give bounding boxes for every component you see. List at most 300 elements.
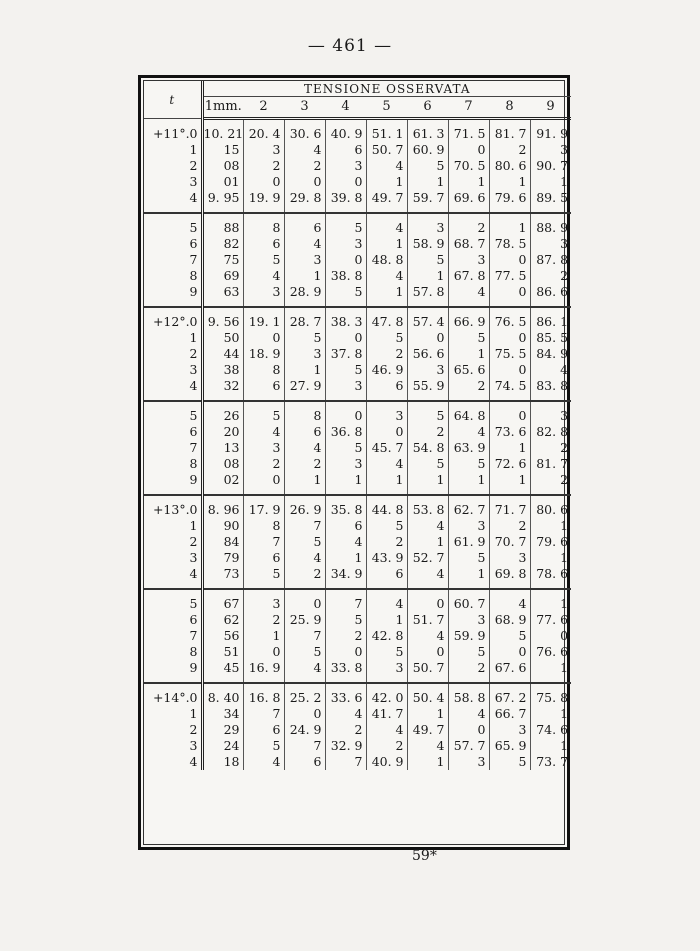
value-cell: 74. 6 <box>536 722 569 737</box>
temperature-cell: 3 <box>144 738 202 754</box>
value-cell: 1 <box>560 596 569 611</box>
value-cell: 75 <box>202 252 243 268</box>
value-cell: 67. 6 <box>489 660 530 683</box>
temperature-cell: 1 <box>144 330 202 346</box>
value-cell: 83. 8 <box>530 378 571 401</box>
temperature-cell: 7 <box>144 252 202 268</box>
value-cell: 88. 9 <box>536 220 569 235</box>
table-row <box>144 174 571 190</box>
value-cell: 1 <box>366 472 407 495</box>
value-cell: 4 <box>243 424 284 440</box>
value-cell: 28. 7 <box>284 307 325 330</box>
value-cell: 7 <box>325 754 366 770</box>
temperature-cell: 4 <box>144 566 202 589</box>
value-cell: 6 <box>366 378 407 401</box>
value-cell: 26. 9 <box>284 495 325 518</box>
value-cell: 18 <box>202 754 243 770</box>
value-cell: 4 <box>366 589 407 612</box>
table-row <box>144 142 571 158</box>
value-cell: 8. 96 <box>202 495 243 518</box>
value-cell: 5 <box>407 401 448 424</box>
value-cell: 4 <box>366 456 407 472</box>
value-cell: 6 <box>325 142 366 158</box>
value-cell: 1 <box>284 362 325 378</box>
value-cell: 3 <box>284 252 325 268</box>
value-cell: 0 <box>448 142 489 158</box>
value-cell: 1 <box>448 566 489 589</box>
value-cell: 45 <box>202 660 243 683</box>
value-cell: 51 <box>202 644 243 660</box>
value-cell: 2 <box>489 142 530 158</box>
temperature-cell: 9 <box>144 660 202 683</box>
value-cell: 49. 7 <box>366 190 407 213</box>
value-cell: 0 <box>284 706 325 722</box>
value-cell: 4 <box>284 142 325 158</box>
value-cell: 63. 9 <box>448 440 489 456</box>
table-row <box>144 589 571 612</box>
table-row <box>144 683 571 706</box>
temperature-cell: 3 <box>144 174 202 190</box>
value-cell: 90. 7 <box>536 158 569 173</box>
value-cell: 85. 5 <box>536 330 569 345</box>
table-row <box>144 566 571 589</box>
value-cell: 72. 6 <box>489 456 530 472</box>
value-cell: 4 <box>284 660 325 683</box>
value-cell: 3 <box>448 518 489 534</box>
value-cell: 1 <box>489 472 530 495</box>
value-cell: 5 <box>407 158 448 174</box>
value-cell: 71. 5 <box>448 119 489 143</box>
value-cell: 50. 4 <box>407 683 448 706</box>
value-cell: 50 <box>202 330 243 346</box>
value-cell: 3 <box>243 589 284 612</box>
value-cell: 0 <box>489 330 530 346</box>
value-cell: 4 <box>366 158 407 174</box>
value-cell: 18. 9 <box>243 346 284 362</box>
value-cell: 44 <box>202 346 243 362</box>
value-cell: 34. 9 <box>325 566 366 589</box>
temperature-cell: 9 <box>144 284 202 307</box>
table-row <box>144 738 571 754</box>
value-cell: 5 <box>243 566 284 589</box>
value-cell: 9. 95 <box>202 190 243 213</box>
temperature-cell: 9 <box>144 472 202 495</box>
value-cell: 91. 9 <box>536 126 569 141</box>
value-cell: 51. 1 <box>366 119 407 143</box>
value-cell: 4 <box>448 706 489 722</box>
value-cell: 5 <box>284 534 325 550</box>
temperature-cell: 1 <box>144 706 202 722</box>
signature-mark: 59* <box>412 848 437 864</box>
value-cell: 52. 7 <box>407 550 448 566</box>
value-cell: 32. 9 <box>325 738 366 754</box>
value-cell: 0 <box>325 644 366 660</box>
value-cell: 0 <box>407 330 448 346</box>
value-cell: 10. 21 <box>202 119 243 143</box>
temperature-cell: 2 <box>144 534 202 550</box>
value-cell: 2 <box>243 456 284 472</box>
table-row <box>144 268 571 284</box>
temperature-cell: 6 <box>144 612 202 628</box>
value-cell: 1 <box>366 612 407 628</box>
value-cell: 5 <box>243 252 284 268</box>
value-cell: 64. 8 <box>448 401 489 424</box>
value-cell: 5 <box>284 644 325 660</box>
table-row <box>144 472 571 495</box>
value-cell: 87. 8 <box>536 252 569 267</box>
temperature-column-header: t <box>144 81 202 119</box>
value-cell: 1 <box>284 472 325 495</box>
value-cell: 42. 8 <box>366 628 407 644</box>
value-cell: 0 <box>243 174 284 190</box>
temperature-cell: 8 <box>144 268 202 284</box>
value-cell: 24 <box>202 738 243 754</box>
value-cell: 57. 4 <box>407 307 448 330</box>
value-cell: 49. 7 <box>407 722 448 738</box>
value-cell: 77. 5 <box>489 268 530 284</box>
temperature-cell: 2 <box>144 722 202 738</box>
value-cell: 0 <box>489 252 530 268</box>
value-cell: 86. 1 <box>536 314 569 329</box>
value-cell: 3 <box>448 612 489 628</box>
value-cell: 01 <box>202 174 243 190</box>
value-cell: 2 <box>530 472 571 495</box>
table-row <box>144 346 571 362</box>
value-cell: 67. 8 <box>448 268 489 284</box>
value-cell: 77. 6 <box>536 612 569 627</box>
value-cell: 1 <box>325 550 366 566</box>
value-cell: 1 <box>489 213 530 236</box>
value-cell: 41. 7 <box>366 706 407 722</box>
table-row <box>144 307 571 330</box>
value-cell: 7 <box>325 589 366 612</box>
value-cell: 68. 7 <box>448 236 489 252</box>
value-cell: 67 <box>202 589 243 612</box>
value-cell: 33. 6 <box>325 683 366 706</box>
value-cell: 5 <box>366 330 407 346</box>
value-cell: 5 <box>407 252 448 268</box>
value-cell: 70. 7 <box>489 534 530 550</box>
table-row <box>144 119 571 143</box>
temperature-cell: 1 <box>144 518 202 534</box>
value-cell: 4 <box>366 213 407 236</box>
value-cell: 1 <box>407 174 448 190</box>
value-cell: 36. 8 <box>325 424 366 440</box>
value-cell: 5 <box>366 518 407 534</box>
value-cell: 9. 56 <box>202 307 243 330</box>
value-cell: 55. 9 <box>407 378 448 401</box>
value-cell: 62. 7 <box>448 495 489 518</box>
value-cell: 56. 6 <box>407 346 448 362</box>
temperature-cell: 5 <box>144 401 202 424</box>
value-cell: 5 <box>489 628 530 644</box>
value-cell: 47. 8 <box>366 307 407 330</box>
column-header-row <box>144 97 571 119</box>
value-cell: 1 <box>284 268 325 284</box>
table-row <box>144 190 571 213</box>
value-cell: 19. 9 <box>243 190 284 213</box>
value-cell: 88 <box>202 213 243 236</box>
value-cell: 1 <box>407 472 448 495</box>
value-cell: 0 <box>489 284 530 307</box>
value-cell: 58. 9 <box>407 236 448 252</box>
value-cell: 26 <box>202 401 243 424</box>
value-cell: 66. 7 <box>489 706 530 722</box>
value-cell: 58. 8 <box>448 683 489 706</box>
value-cell: 84. 9 <box>536 346 569 361</box>
value-cell: 86. 6 <box>530 284 571 307</box>
value-cell: 3 <box>448 252 489 268</box>
value-cell: 5 <box>366 644 407 660</box>
temperature-cell: 2 <box>144 346 202 362</box>
value-cell: 1 <box>325 472 366 495</box>
value-cell: 16. 9 <box>243 660 284 683</box>
value-cell: 5 <box>325 284 366 307</box>
value-cell: 43. 9 <box>366 550 407 566</box>
value-cell: 4 <box>407 566 448 589</box>
value-cell: 1 <box>448 472 489 495</box>
value-cell: 0 <box>407 644 448 660</box>
value-cell: 35. 8 <box>325 495 366 518</box>
value-cell: 29 <box>202 722 243 738</box>
value-cell: 0 <box>284 174 325 190</box>
temperature-cell: 5 <box>144 213 202 236</box>
value-cell: 59. 9 <box>448 628 489 644</box>
value-cell: 3 <box>243 440 284 456</box>
value-cell: 60. 7 <box>448 589 489 612</box>
value-cell: 5 <box>448 456 489 472</box>
value-cell: 73. 7 <box>536 754 569 769</box>
value-cell: 4 <box>448 284 489 307</box>
value-cell: 73 <box>202 566 243 589</box>
value-cell: 17. 9 <box>243 495 284 518</box>
table-row <box>144 550 571 566</box>
table-row <box>144 158 571 174</box>
value-cell: 50. 7 <box>366 142 407 158</box>
value-cell: 90 <box>202 518 243 534</box>
value-cell: 5 <box>407 456 448 472</box>
value-cell: 0 <box>489 401 530 424</box>
value-cell: 5 <box>489 754 530 770</box>
value-cell: 61. 9 <box>448 534 489 550</box>
table-body <box>144 119 571 771</box>
value-cell: 79. 6 <box>489 190 530 213</box>
temperature-cell: 3 <box>144 550 202 566</box>
value-cell: 1 <box>530 660 571 683</box>
value-cell: 62 <box>202 612 243 628</box>
value-cell: 5 <box>243 738 284 754</box>
value-cell: 48. 8 <box>366 252 407 268</box>
value-cell: 2 <box>448 213 489 236</box>
value-cell: 61. 3 <box>407 119 448 143</box>
value-cell: 1 <box>560 518 569 533</box>
value-cell: 3 <box>284 346 325 362</box>
value-cell: 0 <box>366 424 407 440</box>
value-cell: 8 <box>243 362 284 378</box>
table-row <box>144 628 571 644</box>
value-cell: 2 <box>560 268 569 283</box>
value-cell: 34 <box>202 706 243 722</box>
value-cell: 0 <box>325 252 366 268</box>
value-cell: 75. 5 <box>489 346 530 362</box>
table-row <box>144 213 571 236</box>
value-cell: 1 <box>448 346 489 362</box>
value-cell: 0 <box>489 644 530 660</box>
table-row <box>144 424 571 440</box>
value-cell: 15 <box>202 142 243 158</box>
value-cell: 5 <box>325 612 366 628</box>
temperature-cell: 7 <box>144 440 202 456</box>
value-cell: 5 <box>325 213 366 236</box>
value-cell: 6 <box>243 550 284 566</box>
temperature-cell: 6 <box>144 424 202 440</box>
value-cell: 1 <box>407 754 448 770</box>
value-cell: 0 <box>325 330 366 346</box>
value-cell: 1 <box>560 706 569 721</box>
table-row <box>144 236 571 252</box>
value-cell: 79. 6 <box>536 534 569 549</box>
value-cell: 68. 9 <box>489 612 530 628</box>
value-cell: 3 <box>560 408 569 423</box>
value-cell: 80. 6 <box>489 158 530 174</box>
value-cell: 4 <box>243 754 284 770</box>
table-row <box>144 518 571 534</box>
value-cell: 3 <box>560 142 569 157</box>
column-header-2: 2 <box>243 97 284 119</box>
value-cell: 3 <box>448 754 489 770</box>
value-cell: 33. 8 <box>325 660 366 683</box>
value-cell: 1 <box>243 628 284 644</box>
value-cell: 6 <box>243 722 284 738</box>
table-row <box>144 378 571 401</box>
value-cell: 29. 8 <box>284 190 325 213</box>
temperature-cell: 3 <box>144 362 202 378</box>
temperature-cell: 4 <box>144 754 202 770</box>
value-cell: 81. 7 <box>536 456 569 471</box>
column-header-6: 6 <box>407 97 448 119</box>
value-cell: 3 <box>325 378 366 401</box>
column-header-5: 5 <box>366 97 407 119</box>
value-cell: 60. 9 <box>407 142 448 158</box>
value-cell: 1 <box>407 268 448 284</box>
value-cell: 4 <box>325 534 366 550</box>
table-row <box>144 612 571 628</box>
value-cell: 2 <box>489 518 530 534</box>
value-cell: 7 <box>243 534 284 550</box>
value-cell: 78. 5 <box>489 236 530 252</box>
value-cell: 56 <box>202 628 243 644</box>
value-cell: 2 <box>284 566 325 589</box>
table-row <box>144 330 571 346</box>
value-cell: 81. 7 <box>489 119 530 143</box>
value-cell: 73. 6 <box>489 424 530 440</box>
value-cell: 59. 7 <box>407 190 448 213</box>
value-cell: 08 <box>202 158 243 174</box>
value-cell: 78. 6 <box>530 566 571 589</box>
table-row <box>144 456 571 472</box>
value-cell: 0 <box>325 174 366 190</box>
value-cell: 1 <box>560 550 569 565</box>
value-cell: 0 <box>243 330 284 346</box>
value-cell: 0 <box>407 589 448 612</box>
value-cell: 20 <box>202 424 243 440</box>
value-cell: 5 <box>448 330 489 346</box>
value-cell: 19. 1 <box>243 307 284 330</box>
value-cell: 8 <box>243 213 284 236</box>
value-cell: 5 <box>284 330 325 346</box>
temperature-cell: +14°.0 <box>144 683 202 706</box>
value-cell: 2 <box>560 440 569 455</box>
value-cell: 0 <box>243 472 284 495</box>
column-header-4: 4 <box>325 97 366 119</box>
value-cell: 79 <box>202 550 243 566</box>
value-cell: 38. 3 <box>325 307 366 330</box>
value-cell: 4 <box>407 518 448 534</box>
temperature-cell: +13°.0 <box>144 495 202 518</box>
value-cell: 32 <box>202 378 243 401</box>
value-cell: 2 <box>448 378 489 401</box>
value-cell: 69. 6 <box>448 190 489 213</box>
tension-table <box>144 81 571 770</box>
value-cell: 4 <box>560 362 569 377</box>
value-cell: 57. 8 <box>407 284 448 307</box>
value-cell: 40. 9 <box>325 119 366 143</box>
table-title: TENSIONE OSSERVATA <box>202 81 571 97</box>
value-cell: 42. 0 <box>366 683 407 706</box>
value-cell: 46. 9 <box>366 362 407 378</box>
value-cell: 71. 7 <box>489 495 530 518</box>
value-cell: 0 <box>489 362 530 378</box>
value-cell: 3 <box>489 550 530 566</box>
value-cell: 2 <box>448 660 489 683</box>
value-cell: 65. 6 <box>448 362 489 378</box>
value-cell: 3 <box>325 456 366 472</box>
value-cell: 28. 9 <box>284 284 325 307</box>
value-cell: 76. 5 <box>489 307 530 330</box>
value-cell: 82. 8 <box>536 424 569 439</box>
value-cell: 4 <box>284 550 325 566</box>
table-row <box>144 440 571 456</box>
table-row <box>144 284 571 307</box>
value-cell: 84 <box>202 534 243 550</box>
value-cell: 4 <box>407 738 448 754</box>
value-cell: 2 <box>407 424 448 440</box>
value-cell: 1 <box>407 534 448 550</box>
value-cell: 6 <box>243 378 284 401</box>
value-cell: 65. 9 <box>489 738 530 754</box>
value-cell: 66. 9 <box>448 307 489 330</box>
value-cell: 1 <box>407 706 448 722</box>
column-header-1: 1mm. <box>202 97 243 119</box>
value-cell: 1 <box>489 440 530 456</box>
value-cell: 0 <box>325 401 366 424</box>
value-cell: 8 <box>243 518 284 534</box>
value-cell: 38 <box>202 362 243 378</box>
value-cell: 25. 2 <box>284 683 325 706</box>
value-cell: 8. 40 <box>202 683 243 706</box>
value-cell: 82 <box>202 236 243 252</box>
table-row <box>144 534 571 550</box>
table-row <box>144 644 571 660</box>
value-cell: 37. 8 <box>325 346 366 362</box>
temperature-cell: 4 <box>144 190 202 213</box>
value-cell: 5 <box>325 440 366 456</box>
column-header-9: 9 <box>530 97 571 119</box>
value-cell: 3 <box>489 722 530 738</box>
table-row <box>144 722 571 738</box>
table-row <box>144 706 571 722</box>
value-cell: 3 <box>243 142 284 158</box>
